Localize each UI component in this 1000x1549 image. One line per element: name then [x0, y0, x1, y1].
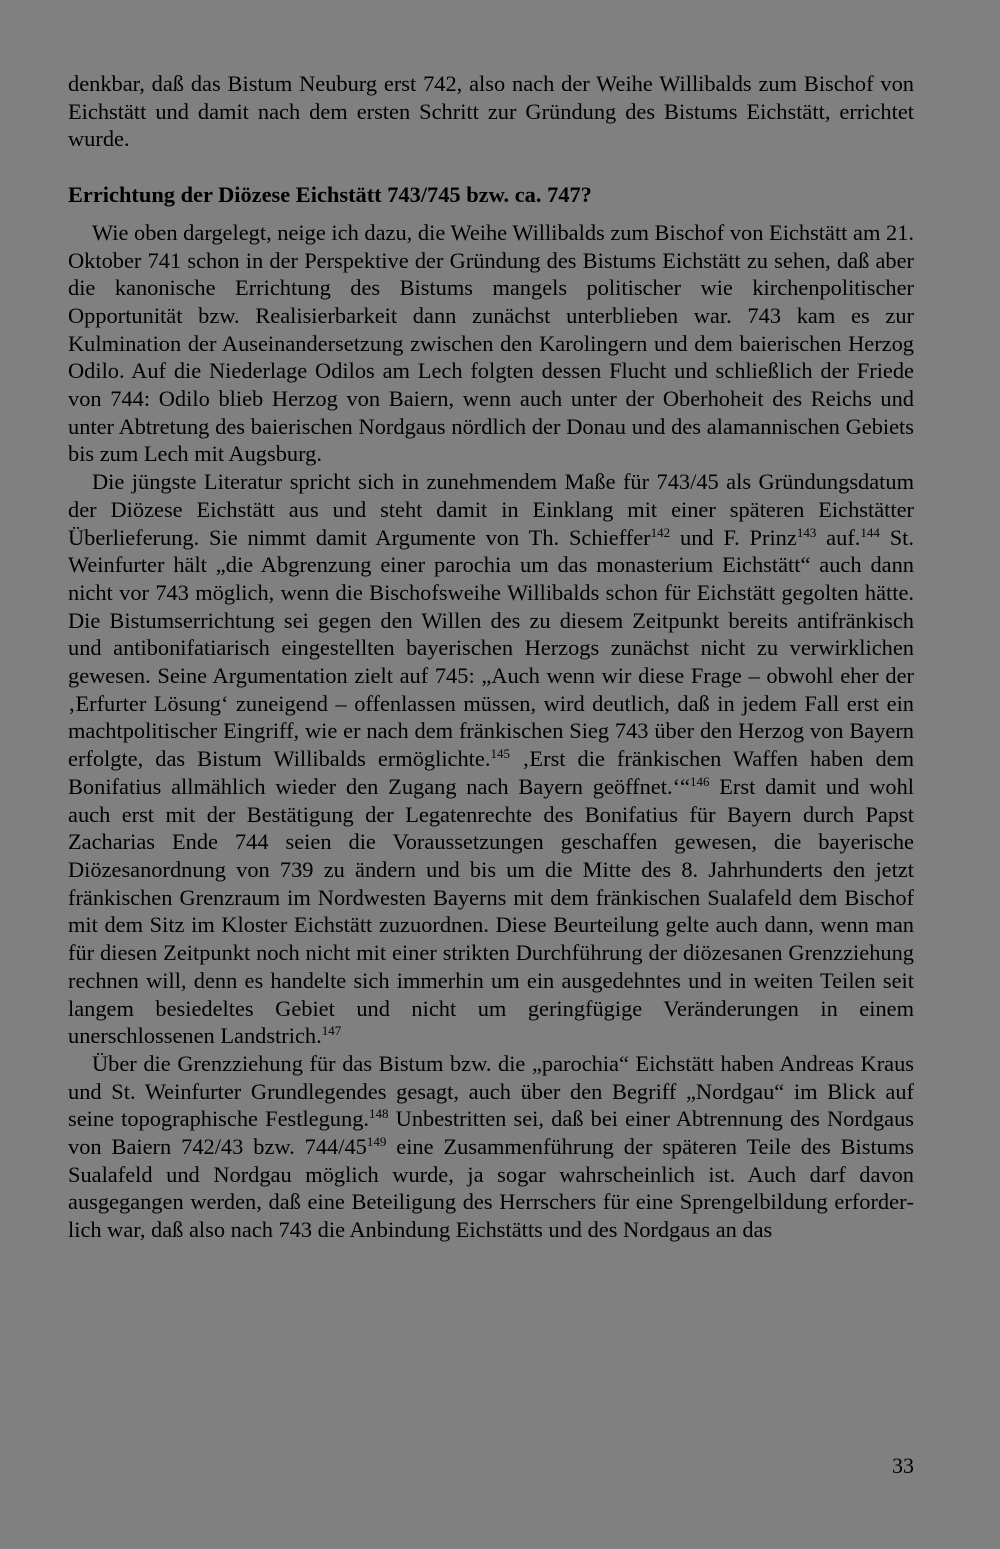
paragraph-literature: [68, 468, 914, 1050]
paragraph-borders: [68, 1050, 914, 1244]
paragraph-text: Über die Grenzziehung für das Bistum bzw. die „parochia“ Eichstätt haben Andreas Kraus und St. Weinfurter Grundlegendes gesagt, auch über den Begriff „Nordgau“ im Blick auf seine topographische Festlegung.: [68, 1050, 914, 1132]
footnote-marker: 149: [366, 1134, 387, 1150]
paragraph-text: Unbestritten sei, daß bei einer Abtrennung des Nordgaus von Baiern 742/43 bzw. 744/45: [68, 1106, 915, 1160]
footnote-marker: 143: [796, 524, 817, 540]
footnote-marker: 146: [689, 773, 710, 789]
footnote-marker: 142: [650, 524, 671, 540]
paragraph-diocese-founding: Wie oben dargelegt, neige ich dazu, die Weihe Willibalds zum Bischof von Eichstätt am 21. Oktober 741 schon in der Perspektive der Gründung des Bistums Eichstätt zu sehen, daß aber die kanonische Errichtung des Bistums mangels politischer wie kirchenpolitischer Opportunität bzw. Realisierbarkeit dann zunächst unterblieben war. 743 kam es zur Kulmination der Auseinandersetzung zwischen den Karolingern und dem baierischen Herzog Odilo. Auf die Niederlage Odilos am Lech folgten dessen Flucht und schließlich der Friede von 744: Odilo blieb Herzog von Baiern, wenn auch unter der Oberhoheit des Reichs und unter Abtretung des baierischen Nordgaus nördlich der Donau und des alamannischen Gebiets bis zum Lech mit Augsburg.: [68, 219, 914, 467]
paragraph-text: eine Zusammenführung der späteren Teile des Bistums Sualafeld und Nordgau möglich wurde, ja sogar wahrscheinlich ist. Auch darf davon ausgegangen werden, daß eine Beteiligung des Herrschers für eine Sprengelbildung erforderlich war, daß also nach 743 die Anbindung Eichstätts und des Nordgaus an das: [68, 1134, 914, 1243]
paragraph-continuation: denkbar, daß das Bistum Neuburg erst 742, also nach der Weihe Willibalds zum Bischof von Eichstätt und damit nach dem ersten Schritt zur Gründung des Bistums Eichstätt, errichtet wurde.: [68, 71, 914, 152]
paragraph-text: Die jüngste Literatur spricht sich in zunehmendem Maße für 743/45 als Gründungsdatum der Diözese Eichstätt aus und steht damit in Einklang mit einer späteren Eichstätter Überlieferung. Sie nimmt damit Argumente von Th. Schieffer: [68, 469, 914, 550]
paragraph-text: ‚Erst die fränkischen Waffen haben dem Bonifatius allmählich wieder den Zugang nach Bayern geöffnet.‘“: [68, 746, 915, 799]
page-body: [68, 70, 914, 1244]
paragraph-text: St. Weinfurter hält „die Abgrenzung einer parochia um das monasterium Eichstätt“ auch dann nicht vor 743 möglich, wenn die Bischofsweihe Willibalds schon für Eichstätt gegolten hätte. Die Bistumserrichtung sei gegen den Willen des zu diesem Zeitpunkt bereits antifränkisch und antibonifatiarisch eingestellten bayerischen Herzogs zunächst nicht zu verwirklichen gewesen. Seine Argumentation zielt auf 745: „Auch wenn wir diese Frage – obwohl eher der ‚Erfurter Lösung‘ zuneigend – offenlassen müssen, wird deutlich, daß in jedem Fall erst ein machtpolitischer Eingriff, wie er nach dem fränkischen Sieg 743 über den Herzog von Bayern erfolgte, das Bistum Willibalds ermöglichte.: [68, 524, 915, 772]
footnote-marker: 144: [860, 524, 880, 540]
footnote-marker: 148: [369, 1106, 389, 1122]
footnote-marker: 147: [321, 1023, 342, 1039]
paragraph-text: und F. Prinz: [670, 524, 797, 550]
paragraph-text: Erst damit und wohl auch erst mit der Bestätigung der Legatenrechte des Bonifatius für Bayern durch Papst Zacharias Ende 744 seien die Voraussetzungen geschaffen gewesen, die bayerische Diözesanordnung von 739 zu ändern und bis um die Mitte des 8. Jahrhunderts den jetzt fränkischen Grenzraum im Nordwesten Bayerns mit dem fränkischen Sualafeld dem Bischof mit dem Sitz im Kloster Eichstätt zuzuordnen. Diese Beurteilung gelte auch dann, wenn man für diesen Zeitpunkt noch nicht mit einer strikten Durchführung der diözesanen Grenzziehung rechnen will, denn es handelte sich immerhin um ein ausgedehntes und in weiten Teilen seit langem besiedeltes Gebiet und nicht um geringfügige Veränderungen in einem unerschlossenen Landstrich.: [68, 773, 914, 1049]
footnote-marker: 145: [490, 746, 510, 762]
page-number: 33: [892, 1453, 914, 1478]
section-heading: Errichtung der Diözese Eichstätt 743/745 bzw. ca. 747?: [68, 182, 592, 208]
paragraph-text: auf.: [816, 524, 861, 550]
